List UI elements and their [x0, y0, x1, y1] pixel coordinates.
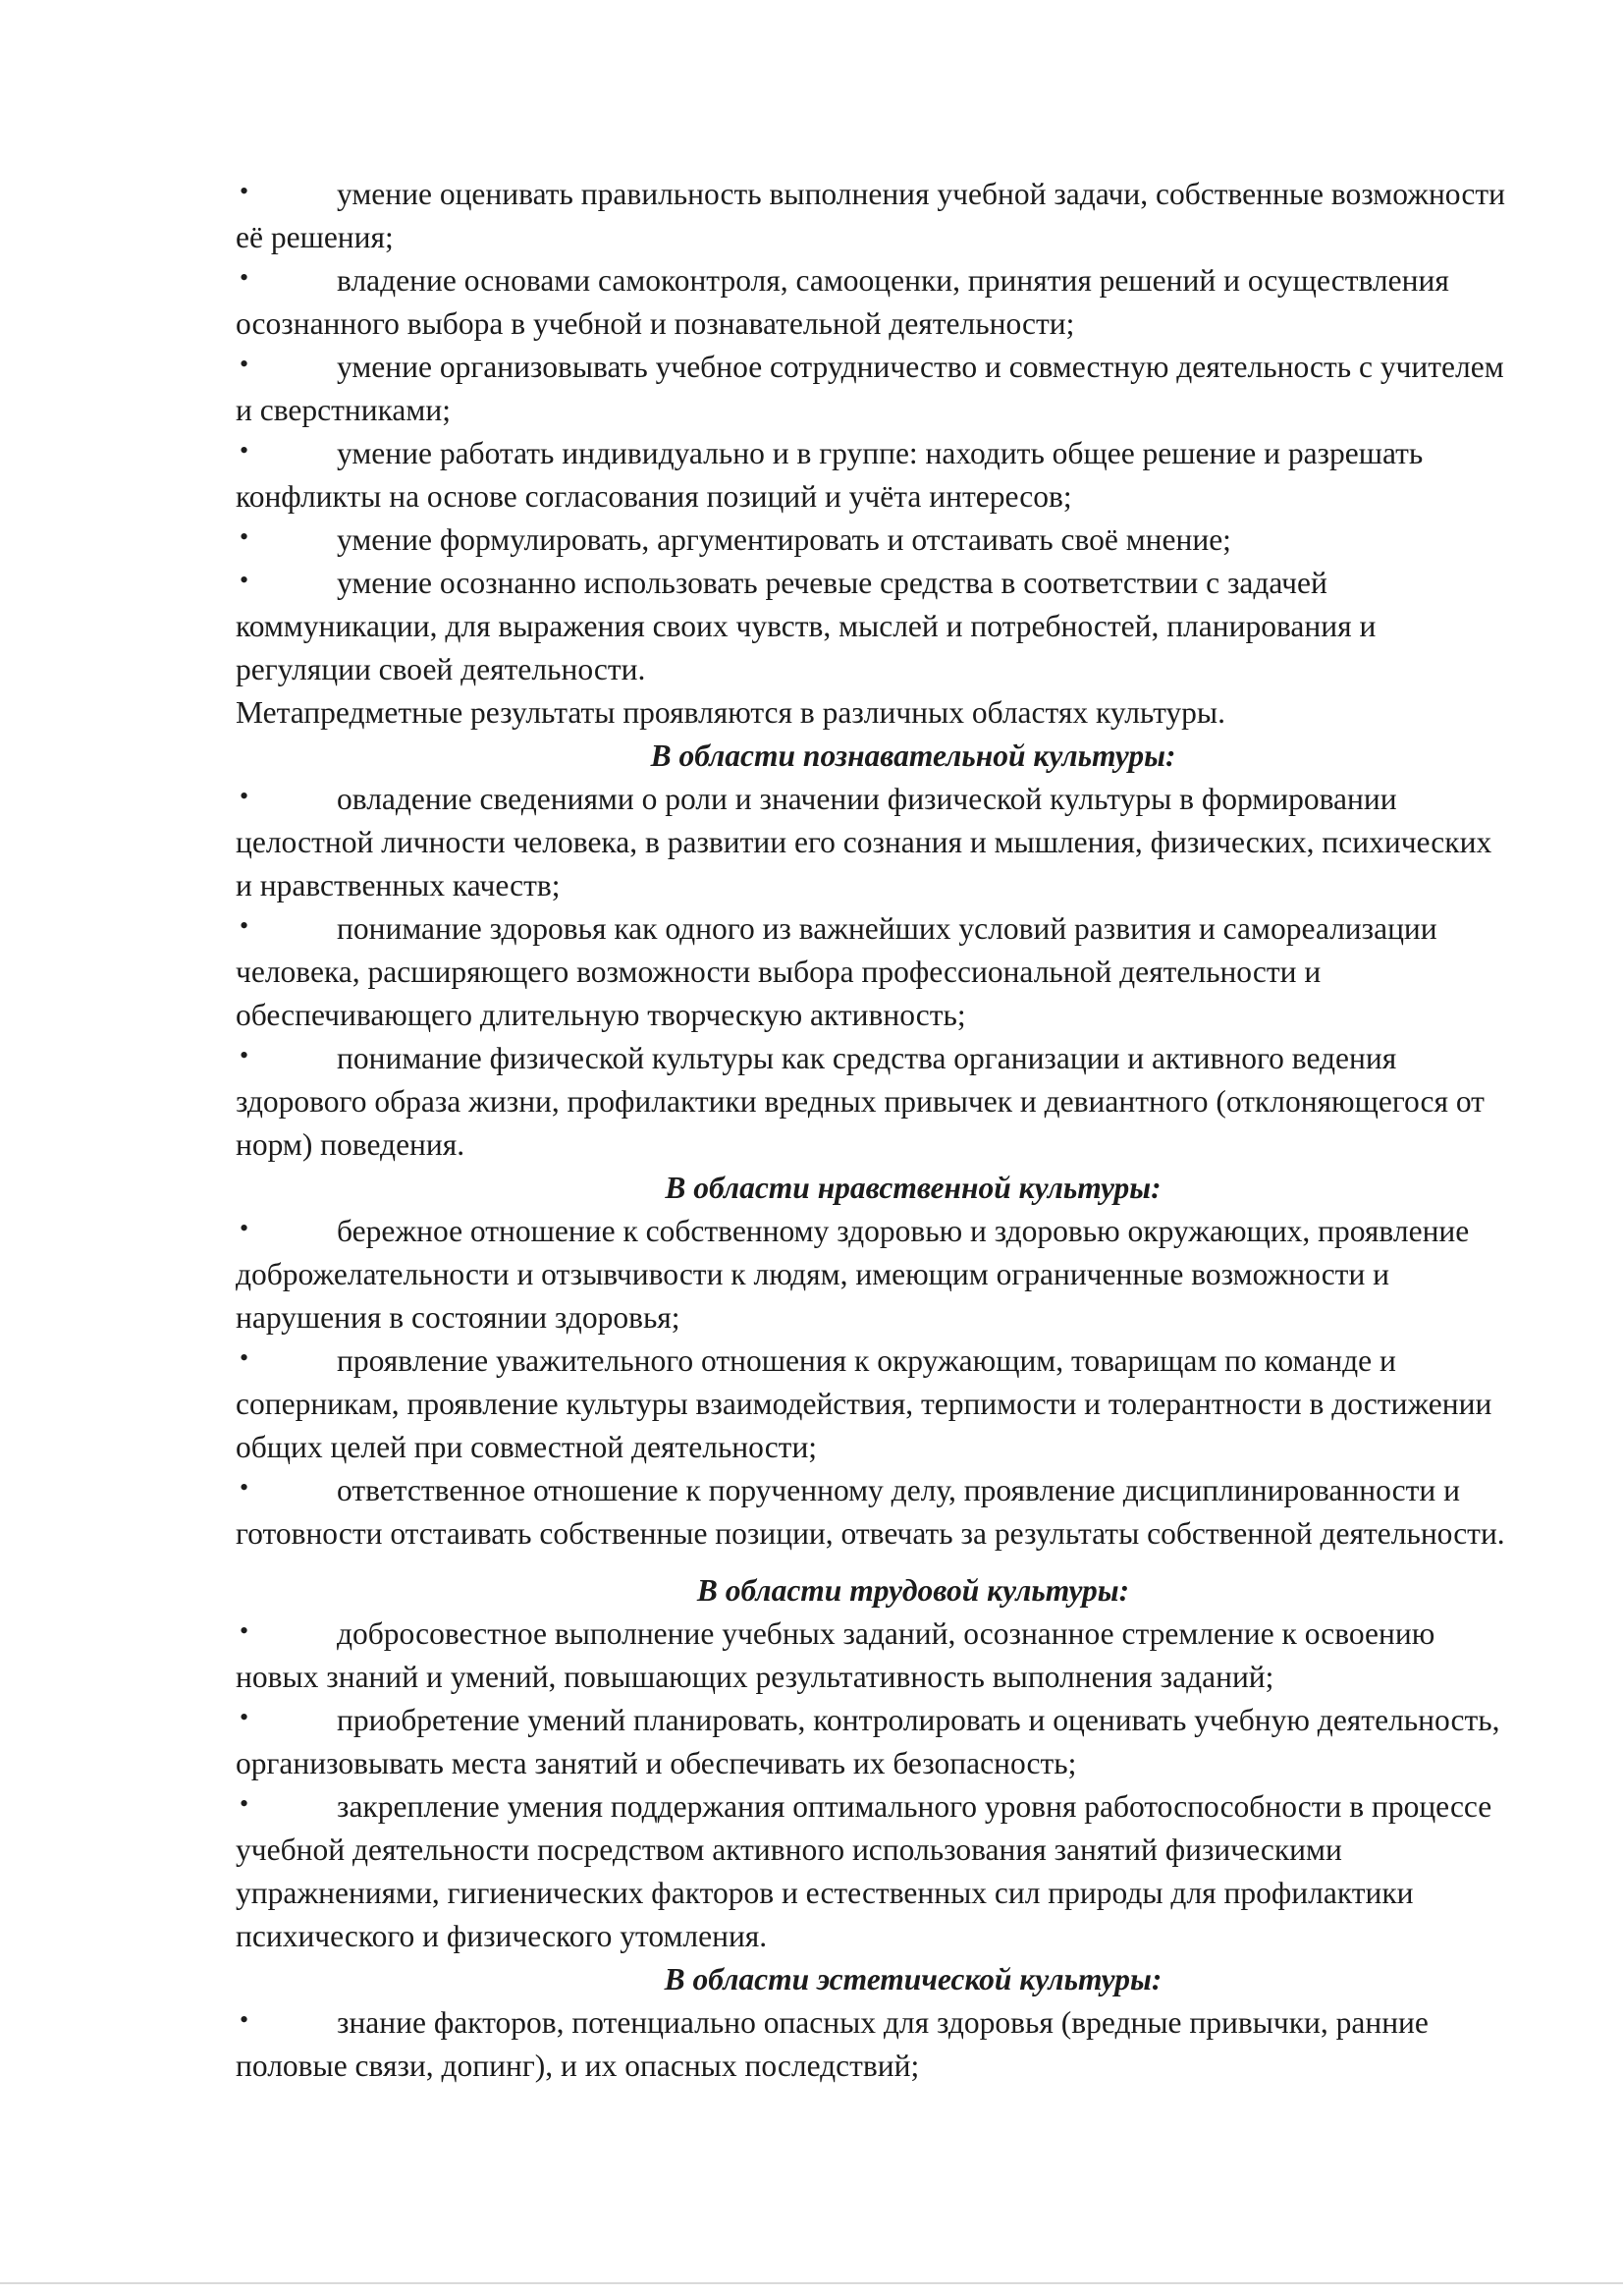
spacer [236, 1556, 1512, 1569]
paragraph: Метапредметные результаты проявляются в различных областях культуры. [236, 695, 1225, 730]
list-item [236, 432, 1512, 519]
list-item-text: умение работать индивидуально и в группе: находить общее решение и разрешать конфликты на основе согласования позиций и учёта интересов; [236, 436, 1424, 514]
list-item-text: умение оценивать правильность выполнения учебной задачи, собственные возможности её решения; [236, 177, 1505, 254]
list-item [236, 346, 1512, 432]
list-item-text: владение основами самоконтроля, самооценки, принятия решений и осуществления осознанного выбора в учебной и познавательной деятельности; [236, 263, 1449, 341]
list-item [236, 1785, 1512, 1958]
list-item-text: бережное отношение к собственному здоровью и здоровью окружающих, проявление доброжелательности и отзывчивости к людям, имеющим ограниченные возможности и нарушения в состоянии здоровья; [236, 1214, 1470, 1335]
list-item-text: понимание здоровья как одного из важнейших условий развития и самореализации человека, расширяющего возможности выбора профессиональной деятельности и обеспечивающего длительную творческую активность; [236, 911, 1437, 1032]
bullet-icon: • [240, 1616, 249, 1645]
list-item [236, 259, 1512, 346]
bullet-icon: • [240, 177, 249, 205]
bullet-icon: • [240, 263, 249, 292]
list-item-text: добросовестное выполнение учебных заданий, осознанное стремление к освоению новых знаний и умений, повышающих результативность выполнения заданий; [236, 1616, 1435, 1694]
list-item [236, 1613, 1512, 1699]
page-edge-line [0, 2282, 1623, 2284]
section-heading-moral: В области нравственной культуры: [665, 1171, 1162, 1205]
bullet-icon: • [240, 1214, 249, 1242]
list-item [236, 519, 1512, 562]
bullet-icon: • [240, 1789, 249, 1818]
bullet-icon: • [240, 350, 249, 378]
bullet-icon: • [240, 1703, 249, 1731]
list-item-text: умение осознанно использовать речевые средства в соответствии с задачей коммуникации, для выражения своих чувств, мыслей и потребностей, планирования и регуляции своей деятельности. [236, 566, 1377, 686]
bullet-icon: • [240, 2005, 249, 2034]
list-item [236, 778, 1512, 907]
list-item [236, 1699, 1512, 1785]
section-heading-labor: В области трудовой культуры: [696, 1573, 1130, 1608]
bullet-icon: • [240, 522, 249, 551]
bullet-icon: • [240, 1343, 249, 1372]
list-item-text: закрепление умения поддержания оптимального уровня работоспособности в процессе учебной деятельности посредством активного использования занятий физическими упражнениями, гигиенических факторов и естественных сил природы для профилактики психического и физического утомления. [236, 1789, 1492, 1953]
section-heading-cognitive: В области познавательной культуры: [650, 738, 1176, 773]
bullet-icon: • [240, 436, 249, 465]
list-item [236, 907, 1512, 1037]
section-heading-aesthetic: В области эстетической культуры: [664, 1962, 1163, 1996]
list-item-text: овладение сведениями о роли и значении физической культуры в формировании целостной личности человека, в развитии его сознания и мышления, физических, психических и нравственных качеств; [236, 782, 1492, 902]
list-item-text: умение формулировать, аргументировать и отстаивать своё мнение; [337, 522, 1231, 557]
list-item [236, 1210, 1512, 1339]
bullet-icon: • [240, 566, 249, 594]
list-item-text: проявление уважительного отношения к окружающим, товарищам по команде и соперникам, проявление культуры взаимодействия, терпимости и толерантности в достижении общих целей при совместной деятельности; [236, 1343, 1492, 1464]
list-item [236, 173, 1512, 259]
list-item [236, 562, 1512, 691]
list-item [236, 1339, 1512, 1469]
bullet-icon: • [240, 1041, 249, 1069]
list-item [236, 1469, 1512, 1556]
document-body [236, 173, 1512, 2088]
list-item-text: знание факторов, потенциально опасных для здоровья (вредные привычки, ранние половые связи, допинг), и их опасных последствий; [236, 2005, 1429, 2083]
bullet-icon: • [240, 782, 249, 810]
list-item-text: ответственное отношение к порученному делу, проявление дисциплинированности и готовности отстаивать собственные позиции, отвечать за результаты собственной деятельности. [236, 1473, 1505, 1551]
list-item-text: понимание физической культуры как средства организации и активного ведения здорового образа жизни, профилактики вредных привычек и девиантного (отклоняющегося от норм) поведения. [236, 1041, 1485, 1162]
list-item [236, 2001, 1512, 2088]
bullet-icon: • [240, 1473, 249, 1502]
list-item-text: умение организовывать учебное сотрудничество и совместную деятельность с учителем и сверстниками; [236, 350, 1504, 427]
list-item [236, 1037, 1512, 1167]
list-item-text: приобретение умений планировать, контролировать и оценивать учебную деятельность, организовывать места занятий и обеспечивать их безопасность; [236, 1703, 1500, 1780]
bullet-icon: • [240, 911, 249, 940]
